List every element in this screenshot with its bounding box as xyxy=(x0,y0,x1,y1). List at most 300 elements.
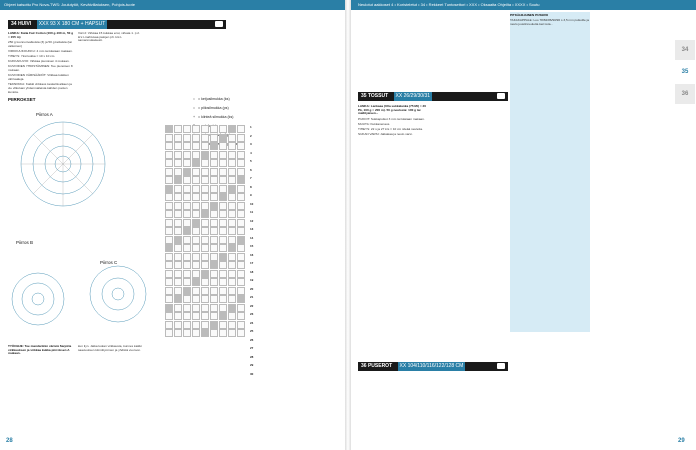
tossut-muuta: MUUTA: Kukkanenaus. xyxy=(358,121,391,126)
chart-cell xyxy=(183,219,191,227)
chart-cell xyxy=(174,227,182,235)
chart-cell xyxy=(183,193,191,201)
chart-cell xyxy=(165,244,173,252)
chart-cell xyxy=(210,261,218,269)
chart-cell xyxy=(165,168,173,176)
chart-cell xyxy=(192,202,200,210)
chart-cell xyxy=(174,219,182,227)
chart-cell xyxy=(174,193,182,201)
left-top-bar: Ohjeet katsottu Pro Nova-TWS: Joulutytöt, Kevätvillatuksen, Pohjois-tuote xyxy=(0,0,346,10)
tossut-vihje: SUKAN VARSI: Jatkakaa ja neulo varsi. xyxy=(358,132,413,137)
chart-cell xyxy=(210,125,218,133)
chart-cell xyxy=(183,159,191,167)
chart-cell xyxy=(174,304,182,312)
chart-cell xyxy=(219,125,227,133)
chart-cell xyxy=(201,244,209,252)
chart-cell xyxy=(237,270,245,278)
chart-cell xyxy=(237,202,245,210)
left-page-number: 28 xyxy=(6,438,13,444)
chart-row-number: 18 xyxy=(250,269,254,274)
chart-cell xyxy=(192,159,200,167)
chart-cell xyxy=(192,244,200,252)
tyoohje-col xyxy=(8,345,74,445)
chart-cell xyxy=(219,270,227,278)
chart-cell xyxy=(210,151,218,159)
chart-cell xyxy=(192,236,200,244)
chart-cell xyxy=(210,278,218,286)
chart-cell xyxy=(210,227,218,235)
chart-cell xyxy=(219,159,227,167)
chart-cell xyxy=(210,134,218,142)
chart-cell xyxy=(201,185,209,193)
chart-cell xyxy=(201,312,209,320)
chart-cell xyxy=(228,312,236,320)
motif-text: KUVIOIDEN YHDISTÄMINEN: Tee pienoisen 8 mukaan. xyxy=(8,64,73,73)
chart-cell xyxy=(228,193,236,201)
chart-cell xyxy=(210,159,218,167)
chart-cell xyxy=(174,176,182,184)
chart-cell xyxy=(210,329,218,337)
chart-cell xyxy=(165,151,173,159)
pattern-title: PIIRROKSET xyxy=(8,97,36,102)
chart-cell xyxy=(174,312,182,320)
huivi-title: 34 HUIVI xyxy=(11,21,32,27)
chart-row-number: 11 xyxy=(250,210,254,214)
extra-text: TEKNIIKKA: Kaikki virkkaus keskeltä alkaen ja vie vilkuluan yhdenmaileista kahden puolen kuviota. xyxy=(8,82,72,94)
pusero-title: 36 PUSEROT xyxy=(361,363,393,369)
chart-cell xyxy=(165,125,173,133)
chart-cell xyxy=(237,125,245,133)
tossut-col-1 xyxy=(358,105,428,275)
motif-b xyxy=(12,273,64,325)
chart-cell xyxy=(228,329,236,337)
huivi-size-tag: XXX 93 X 180 CM + HAPSUT xyxy=(38,21,106,27)
chart-cell xyxy=(201,287,209,295)
chart-cell xyxy=(165,321,173,329)
pitkahihainen-text: TAKAKAPPALE: Luo 78/82/86/90/96 s 3,5 mm puikoille ja neulo joustinneuletta kerrosta... xyxy=(510,18,589,26)
tossut-puikot: PUIKOT: Sukkapuikot 3 mm tai käsiaan makaan. xyxy=(358,116,425,121)
pusero-size-tag: XX 104/110/116/122/128 CM xyxy=(399,363,464,369)
chart-cell xyxy=(228,159,236,167)
chart-cell xyxy=(219,312,227,320)
chart-cell xyxy=(165,219,173,227)
chart-cell xyxy=(183,151,191,159)
chart-row-number: 1 xyxy=(250,125,252,129)
chart-cell xyxy=(165,329,173,337)
chart-cell xyxy=(228,168,236,176)
chart-row-number: 12 xyxy=(250,218,254,223)
yarn-text: LANKA: Katia Fair Cotton (100 g-100 m, 50 g = 155 m) xyxy=(8,31,74,39)
chart-cell xyxy=(201,261,209,269)
chart-cell xyxy=(201,270,209,278)
chart-cell xyxy=(174,168,182,176)
chart-cell xyxy=(228,125,236,133)
chart-cell xyxy=(237,253,245,261)
yarn2-text: 250 g luonnonvalkoista (3) ja 50 g keltaista (tai valkoinen) xyxy=(8,39,72,48)
chart-cell xyxy=(165,253,173,261)
chart-cell xyxy=(210,168,218,176)
chart-row-number: 20 xyxy=(250,286,254,291)
chart-cell xyxy=(165,261,173,269)
chart-cell xyxy=(183,168,191,176)
chart-cell xyxy=(201,219,209,227)
chart-cell xyxy=(165,312,173,320)
chart-cell xyxy=(228,270,236,278)
chart-cell xyxy=(183,278,191,286)
chart-cell xyxy=(183,270,191,278)
needles-text: VIRKKUUKOUKKU: 4 mm tai käsiaan makaan. xyxy=(8,48,73,53)
chart-cell xyxy=(174,159,182,167)
chart-cell xyxy=(192,151,200,159)
chart-cell xyxy=(219,304,227,312)
chart-cell xyxy=(228,134,236,142)
huivi-header xyxy=(8,20,226,29)
chart-cell xyxy=(228,210,236,218)
chart-cell xyxy=(165,134,173,142)
chart-cell xyxy=(201,278,209,286)
chart-cell xyxy=(210,202,218,210)
chart-cell xyxy=(174,261,182,269)
chart-cell xyxy=(219,329,227,337)
chart-row-number: 17 xyxy=(250,261,254,265)
chart-cell xyxy=(237,185,245,193)
chart-cell xyxy=(201,329,209,337)
chart-row-number: 3 xyxy=(250,142,252,146)
chart-cell xyxy=(237,142,245,150)
chart-cell xyxy=(192,227,200,235)
chart-cell xyxy=(183,125,191,133)
chart-row-number: 22 xyxy=(250,303,254,308)
chart-cell xyxy=(228,244,236,252)
chart-cell xyxy=(174,134,182,142)
chart-cell xyxy=(183,236,191,244)
chart-cell xyxy=(174,125,182,133)
page-gutter xyxy=(345,0,351,450)
diagram-b-label: Piirros B xyxy=(16,240,34,245)
chart-cell xyxy=(228,142,236,150)
huivi-materials xyxy=(8,31,74,94)
chart-cell xyxy=(219,261,227,269)
chart-cell xyxy=(228,304,236,312)
chart-cell xyxy=(228,236,236,244)
camera-icon xyxy=(497,93,505,99)
chart-cell xyxy=(201,227,209,235)
chart-cell xyxy=(165,185,173,193)
chart-cell xyxy=(183,142,191,150)
chart-cell xyxy=(219,151,227,159)
tossut-lanka: LANKA: Lankaaa (Ulla sukkalanka (75 Mt) = 20 Pk, 100 g = 200 m). 50 g neulosta: 100 g tai mallityaisen... xyxy=(358,104,427,116)
chart-cell xyxy=(228,227,236,235)
chart-cell xyxy=(228,185,236,193)
chart-row-number: 16 xyxy=(250,252,254,257)
chart-cell xyxy=(237,312,245,320)
motif-c xyxy=(90,266,146,322)
abbrev-text: KUKKAKUVIO: Virkkaa pienoisen 4 mukaan. xyxy=(8,59,70,64)
chart-row-number: 10 xyxy=(250,201,254,206)
chart-cell xyxy=(237,244,245,252)
chart-cell xyxy=(183,244,191,252)
tab-item[interactable]: 35 xyxy=(675,62,695,82)
chart-cell xyxy=(165,159,173,167)
chart-row-number: 28 xyxy=(250,354,254,359)
chart-cell xyxy=(219,219,227,227)
chart-row-number: 5 xyxy=(250,159,252,163)
chart-cell xyxy=(165,227,173,235)
chart-cell xyxy=(201,295,209,303)
chart-cell xyxy=(165,142,173,150)
chart-row-number: 27 xyxy=(250,346,254,350)
chart-cell xyxy=(219,278,227,286)
chart-cell xyxy=(237,176,245,184)
chart-cell xyxy=(192,185,200,193)
chart-cell xyxy=(192,210,200,218)
chart-cell xyxy=(210,244,218,252)
chart-cell xyxy=(165,176,173,184)
chart-cell xyxy=(183,287,191,295)
chart-cell xyxy=(174,244,182,252)
chart-cell xyxy=(183,202,191,210)
chart-row-number: 26 xyxy=(250,337,254,342)
chart-row-number: 25 xyxy=(250,329,254,333)
chart-cell xyxy=(183,227,191,235)
legend-text: = kiinteä silmukka (ks) xyxy=(198,115,234,119)
chart-cell xyxy=(210,295,218,303)
chart-cell xyxy=(192,125,200,133)
chart-cell xyxy=(183,210,191,218)
chart-cell xyxy=(165,295,173,303)
chart-cell xyxy=(228,253,236,261)
chart-cell xyxy=(174,253,182,261)
chart-cell xyxy=(174,236,182,244)
chart-row-number: 29 xyxy=(250,363,254,367)
flower-motif-a-petals xyxy=(21,122,105,206)
chart-cell xyxy=(192,287,200,295)
crochet-diagrams xyxy=(8,104,168,354)
chart-cell xyxy=(183,185,191,193)
chart-cell xyxy=(192,134,200,142)
chart-row-number: 21 xyxy=(250,295,254,299)
legend-text: = piilosilmukka (ps) xyxy=(198,106,229,110)
chart-cell xyxy=(165,236,173,244)
col3-text: kun ilyn. Jatka kukan virkkausta, kunnes kaikki saavuuksen kiinnittyminen ja yhdistä vuoroon. xyxy=(78,344,142,352)
chart-cell xyxy=(237,219,245,227)
chart-cell xyxy=(210,287,218,295)
chart-cell xyxy=(183,321,191,329)
right-col-3 xyxy=(510,12,590,332)
section-tabs xyxy=(675,40,695,106)
chart-row-number: 6 xyxy=(250,167,252,172)
chart-row-number: 19 xyxy=(250,278,254,282)
chart-cell xyxy=(174,185,182,193)
chart-cell xyxy=(210,185,218,193)
chart-cell xyxy=(237,151,245,159)
chart-cell xyxy=(183,261,191,269)
chart-cell xyxy=(183,134,191,142)
chart-cell xyxy=(219,244,227,252)
chart-cell xyxy=(165,278,173,286)
chart-cell xyxy=(201,321,209,329)
chart-cell xyxy=(192,168,200,176)
chart-cell xyxy=(192,193,200,201)
chart-row-number: 7 xyxy=(250,176,252,180)
chart-cell xyxy=(192,278,200,286)
chart-cell xyxy=(201,253,209,261)
chart-cell xyxy=(237,278,245,286)
chart-cell xyxy=(237,210,245,218)
chart-cell xyxy=(237,168,245,176)
chart-cell xyxy=(192,142,200,150)
chart-cell xyxy=(201,134,209,142)
chart-cell xyxy=(237,295,245,303)
chart-cell xyxy=(174,270,182,278)
chart-cell xyxy=(165,287,173,295)
chart-row-number: 30 xyxy=(250,371,254,376)
chart-cell xyxy=(210,210,218,218)
chart-cell xyxy=(174,210,182,218)
diagram-a-label: Piirros A xyxy=(36,112,53,117)
chart-cell xyxy=(228,287,236,295)
chart-cell xyxy=(228,176,236,184)
pitkahihainen-heading: PITKÄHIHAINEN PUSERO xyxy=(510,13,549,17)
chain-icon: ○ xyxy=(192,97,196,101)
right-top-bar: Neulotut aakkoset 4 • Koristeletut • 34 • Rekkeet Tuntosettori • XXX • Oksaaita Ohjeilta • XXXX • Soutu xyxy=(350,0,696,10)
chart-cell xyxy=(228,321,236,329)
chart-cell xyxy=(183,253,191,261)
chart-cell xyxy=(165,270,173,278)
chart-cell xyxy=(201,210,209,218)
chart-cell xyxy=(219,295,227,303)
chart-cell xyxy=(201,151,209,159)
chart-cell xyxy=(192,312,200,320)
chart-row-number: 4 xyxy=(250,150,252,155)
chart-cell xyxy=(165,304,173,312)
chart-cell xyxy=(237,159,245,167)
chart-cell xyxy=(165,193,173,201)
chart-cell xyxy=(237,321,245,329)
chart-cell xyxy=(183,304,191,312)
right-page-number: 29 xyxy=(678,438,685,444)
chart-cell xyxy=(201,142,209,150)
chart-cell xyxy=(219,168,227,176)
tab-item[interactable]: 34 xyxy=(675,40,695,60)
chart-cell xyxy=(237,227,245,235)
chart-row-number: 8 xyxy=(250,184,252,189)
tossut-title: 35 TOSSUT xyxy=(361,93,389,99)
chart-cell xyxy=(183,176,191,184)
tyoohje-text: TYÖOHJE: Tee mandariinin värisiä Sarjotta virkkuuksen ja virkkaa kukka piirroksen A mukaan. xyxy=(8,344,72,356)
camera-icon xyxy=(497,363,505,369)
chart-cell xyxy=(219,227,227,235)
chart-cell xyxy=(174,329,182,337)
chart-cell xyxy=(219,193,227,201)
camera-icon xyxy=(215,21,223,27)
chart-cell xyxy=(192,219,200,227)
chart-cell xyxy=(219,176,227,184)
chart-cell xyxy=(192,304,200,312)
chart-cell xyxy=(210,312,218,320)
slip-stitch-icon: • xyxy=(193,106,195,110)
chart-cell xyxy=(210,219,218,227)
chart-cell xyxy=(165,210,173,218)
chart-cell xyxy=(183,295,191,303)
chart-row-number: 2 xyxy=(250,133,252,138)
chart-cell xyxy=(210,304,218,312)
pusero-header xyxy=(358,362,508,371)
chart-cell xyxy=(228,151,236,159)
chart-cell xyxy=(201,202,209,210)
chart-cell xyxy=(174,151,182,159)
chart-cell xyxy=(228,202,236,210)
chart-cell xyxy=(219,134,227,142)
chart-cell xyxy=(174,321,182,329)
chart-cell xyxy=(201,168,209,176)
chart-cell xyxy=(219,236,227,244)
single-crochet-icon: + xyxy=(192,115,196,119)
chart-cell xyxy=(237,193,245,201)
chart-cell xyxy=(201,304,209,312)
chart-row-number: 14 xyxy=(250,235,254,240)
chart-row-number: 24 xyxy=(250,320,254,325)
tossut-header xyxy=(358,92,508,101)
chart-cell xyxy=(219,321,227,329)
chart-cell xyxy=(228,219,236,227)
chart-cell xyxy=(228,295,236,303)
chart-cell xyxy=(237,261,245,269)
chart-cell xyxy=(210,253,218,261)
chart-cell xyxy=(210,270,218,278)
chart-cell xyxy=(201,125,209,133)
chart-cell xyxy=(165,202,173,210)
chart-cell xyxy=(210,142,218,150)
chart-cell xyxy=(174,202,182,210)
chart-cell xyxy=(237,329,245,337)
chart-cell xyxy=(237,304,245,312)
chart-cell xyxy=(219,202,227,210)
chart-cell xyxy=(174,142,182,150)
left-col-2 xyxy=(78,32,144,92)
chart-cell xyxy=(237,134,245,142)
tossut-tiheys: TIHEYS: 22 s ja 27 krs = 10 cm sileää neuletta. xyxy=(358,127,423,132)
chart-cell xyxy=(219,253,227,261)
chart-cell xyxy=(192,270,200,278)
chart-cell xyxy=(210,236,218,244)
chart-row-number: 9 xyxy=(250,193,252,197)
chart-cell xyxy=(192,321,200,329)
tension-text: TIHEYS: Yksi kukka = 10 x 10 cm. xyxy=(8,54,56,59)
chart-cell xyxy=(228,278,236,286)
chart-cell xyxy=(183,312,191,320)
chart-cell xyxy=(174,278,182,286)
chart-cell xyxy=(192,295,200,303)
chart-row-number: 15 xyxy=(250,244,254,248)
col2-text: Väri 2: Virkkaa 15 kukkaa ensi, virkata 1. p 2. krs:t-mahtuvaa palojen p3. krs:t-samanmukaisesti. xyxy=(78,31,140,43)
finishing-text: KUVIOIDEN VÄRISÄÄDÖT: Virkkaa kukkien väli kaaleja. xyxy=(8,73,69,82)
chart-cell xyxy=(210,321,218,329)
chart-cell xyxy=(219,142,227,150)
chart-cell xyxy=(201,159,209,167)
chart-cell xyxy=(228,261,236,269)
chart-cell xyxy=(219,185,227,193)
chart-cell xyxy=(210,193,218,201)
chart-cell xyxy=(201,176,209,184)
chart-cell xyxy=(201,236,209,244)
chart-cell xyxy=(174,287,182,295)
chart-cell xyxy=(219,287,227,295)
chart-cell xyxy=(192,253,200,261)
tab-item[interactable]: 36 xyxy=(675,84,695,104)
left-col-3 xyxy=(78,345,144,445)
legend-text: = ketjusilmukka (ks) xyxy=(198,97,230,101)
